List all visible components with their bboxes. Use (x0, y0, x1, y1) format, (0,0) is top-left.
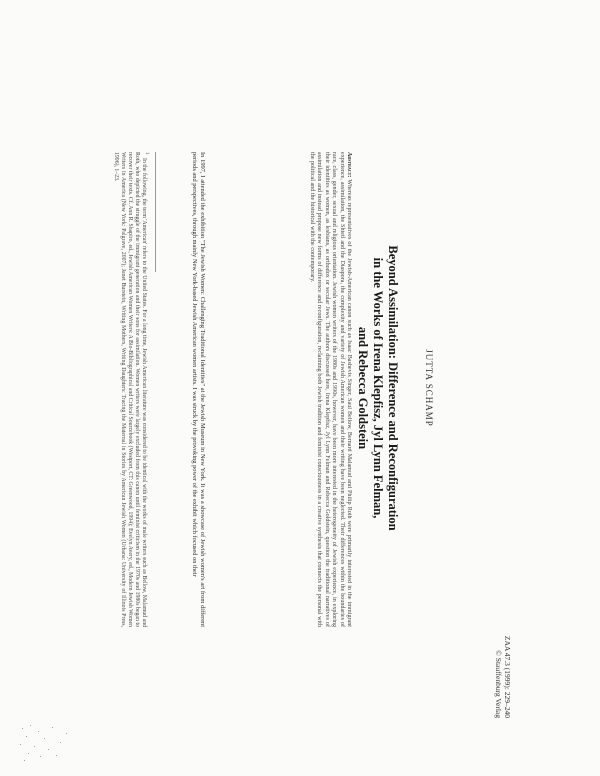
abstract (214, 152, 352, 627)
footnote-mark: 1 (144, 152, 149, 155)
body-paragraph: In 1997, I attended the exhibition "The Jewish Women: Challenging Traditional Identities" at the Jewish Museum in New York. It was a showcase of Jewish women's art from different periods and perspectives, through mainly New York-based Jewish American women artists. I was struck by the provoking power of the exhibit which focused on their (191, 152, 206, 627)
footnote (90, 152, 150, 627)
publisher-copyright: © Stauffenburg Verlag (494, 650, 503, 718)
rotated-document (82, 44, 518, 732)
title-line-3: and Rebecca Goldstein (356, 326, 370, 450)
publication-citation: ZAA 47.3 (1999): 229–240 (503, 635, 512, 718)
title-line-1: Beyond Assimilation: Difference and Reconfiguration (386, 245, 400, 531)
author-name: JUTTA SCHAMP (424, 349, 434, 427)
abstract-text: Whereas representatives of the Jewish-American canon such as Isaac Bashevis Singer, Saul Bellow, Bernard Malamud and Philip Roth were primarily interested in the immigrant experience, assimilation, the Shtetl and the Diaspora, the complexity and variety of Jewish American women and their writing have been neglected. Their differences within the boundaries of race, class, gender, sexual and religious orientation. Jewish women writers of the 1980s and 1990s, however, have been more interested in the heterogeneity of Jewish experience, in exploring their identities as women, as lesbians, as orthodox or secular Jews. The authors discussed here, Irena Klepfisz, Jyl Lynn Felman and Rebecca Goldstein, question the traditional narratives of assimilation and instead propose new forms of difference and reconfiguration, reclaiming both Jewish tradition and feminist consciousness in a creative synthesis that connects the personal with the political and the historical with the contemporary. (308, 152, 352, 627)
abstract-label: Abstract: (346, 152, 352, 178)
publication-info (494, 636, 512, 718)
footnote-divider (155, 152, 156, 272)
footnote-text: In the following, the term 'American' refers to the United States. For a long time, Jewish American literature was considered to be identical with the works of male writers such as Bellow, Malamud and Roth, who depicted the struggle of the immigrant generation and their sons for assimilation. Women writers were largely excluded from this canon until feminist criticism in the 1970s and 1980s began to recover their texts. Cf. Ann R. Shapiro, ed., Jewish American Women Writers: A Bio-Bibliographical and Critical Sourcebook (Westport, CT: Greenwood, 1994); Evelyn Avery, ed., Modern Jewish Women Writers in America (New York: Palgrave, 2007); Janet Burstein, Writing Mothers, Writing Daughters: Tracing the Maternal in Stories by American Jewish Women (Urbana: University of Illinois Press, 1996), 1–23. (113, 152, 148, 627)
article-title (355, 44, 400, 732)
title-line-2: in the Works of Irena Klepfisz, Jyl Lynn Felman, (371, 257, 385, 519)
scan-artifact (18, 722, 72, 764)
